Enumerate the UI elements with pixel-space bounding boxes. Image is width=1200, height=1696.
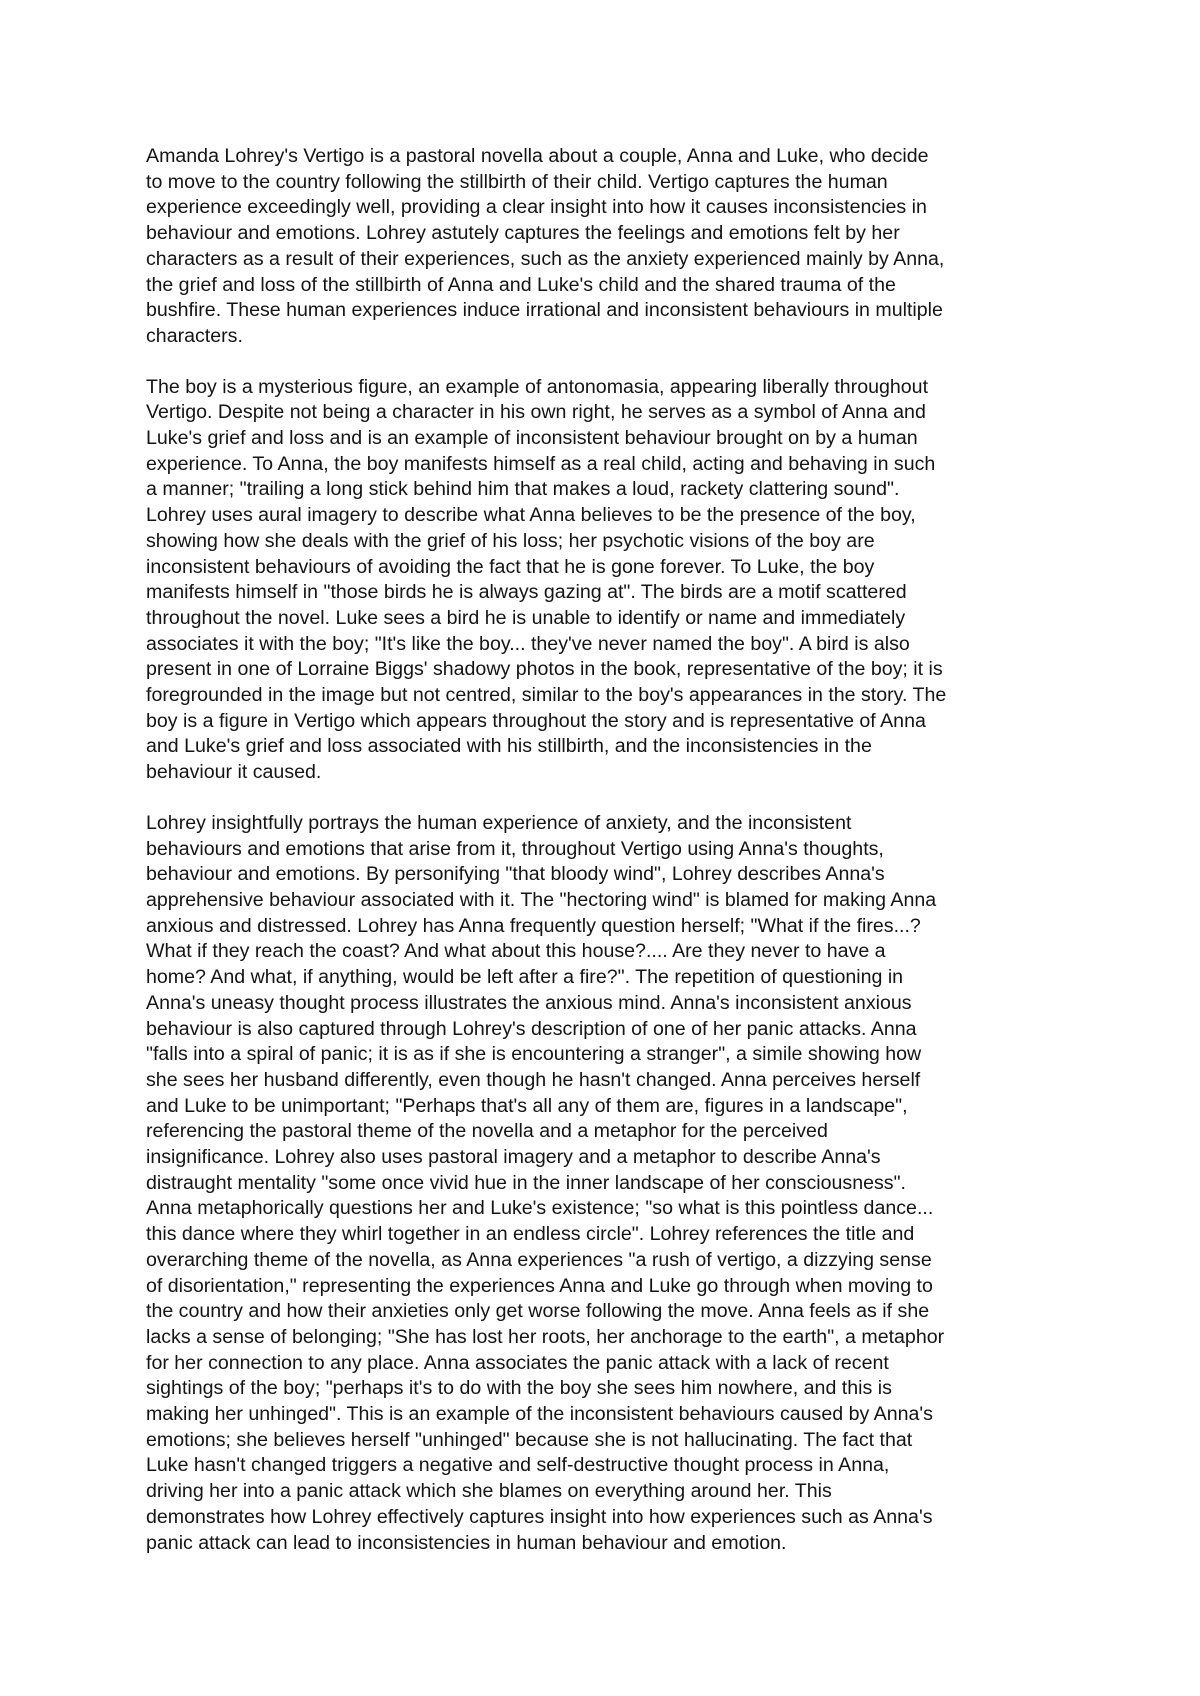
paragraph-the-boy: The boy is a mysterious figure, an example of antonomasia, appearing liberally throughout Vertigo. Despite not being a character in his own right, he serves as a symbol of Anna and Luke's grief and loss and is an example of inconsistent behaviour brought on by a human experience. To Anna, the boy manifests himself as a real child, acting and behaving in such a manner; "trailing a long stick behind him that makes a loud, rackety clattering sound". Lohrey uses aural imagery to describe what Anna believes to be the presence of the boy, showing how she deals with the grief of his loss; her psychotic visions of the boy are inconsistent behaviours of avoiding the fact that he is gone forever. To Luke, the boy manifests himself in "those birds he is always gazing at". The birds are a motif scattered throughout the novel. Luke sees a bird he is unable to identify or name and immediately associates it with the boy; "It's like the boy... they've never named the boy". A bird is also present in one of Lorraine Biggs' shadowy photos in the book, representative of the boy; it is foregrounded in the image but not centred, similar to the boy's appearances in the story. The boy is a figure in Vertigo which appears throughout the story and is representative of Anna and Luke's grief and loss associated with his stillbirth, and the inconsistencies in the behaviour it caused. [146, 375, 947, 784]
paragraph-anxiety: Lohrey insightfully portrays the human experience of anxiety, and the inconsistent behaviours and emotions that arise from it, throughout Vertigo using Anna's thoughts, behaviour and emotions. By personifying "that bloody wind", Lohrey describes Anna's apprehensive behaviour associated with it. The "hectoring wind" is blamed for making Anna anxious and distressed. Lohrey has Anna frequently question herself; "What if the fires...? What if they reach the coast? And what about this house?.... Are they never to have a home? And what, if anything, would be left after a fire?". The repetition of questioning in Anna's uneasy thought process illustrates the anxious mind. Anna's inconsistent anxious behaviour is also captured through Lohrey's description of one of her panic attacks. Anna "falls into a spiral of panic; it is as if she is encountering a stranger", a simile showing how she sees her husband differently, even though he hasn't changed. Anna perceives herself and Luke to be unimportant; "Perhaps that's all any of them are, figures in a landscape", referencing the pastoral theme of the novella and a metaphor for the perceived insignificance. Lohrey also uses pastoral imagery and a metaphor to describe Anna's distraught mentality "some once vivid hue in the inner landscape of her consciousness". Anna metaphorically questions her and Luke's existence; "so what is this pointless dance... this dance where they whirl together in an endless circle". Lohrey references the title and overarching theme of the novella, as Anna experiences "a rush of vertigo, a dizzying sense of disorientation," representing the experiences Anna and Luke go through when moving to the country and how their anxieties only get worse following the move. Anna feels as if she lacks a sense of belonging; "She has lost her roots, her anchorage to the earth", a metaphor for her connection to any place. Anna associates the panic attack with a lack of recent sightings of the boy; "perhaps it's to do with the boy she sees him nowhere, and this is making her unhinged". This is an example of the inconsistent behaviours caused by Anna's emotions; she believes herself "unhinged" because she is not hallucinating. The fact that Luke hasn't changed triggers a negative and self-destructive thought process in Anna, driving her into a panic attack which she blames on everything around her. This demonstrates how Lohrey effectively captures insight into how experiences such as Anna's panic attack can lead to inconsistencies in human behaviour and emotion. [146, 811, 945, 1554]
paragraph-intro: Amanda Lohrey's Vertigo is a pastoral novella about a couple, Anna and Luke, who decide to move to the country following the stillbirth of their child. Vertigo captures the human experience exceedingly well, providing a clear insight into how it causes inconsistencies in behaviour and emotions. Lohrey astutely captures the feelings and emotions felt by her characters as a result of their experiences, such as the anxiety experienced mainly by Anna, the grief and loss of the stillbirth of Anna and Luke's child and the shared trauma of the bushfire. These human experiences induce irrational and inconsistent behaviours in multiple characters. [146, 145, 945, 347]
document-body [146, 144, 1066, 1581]
